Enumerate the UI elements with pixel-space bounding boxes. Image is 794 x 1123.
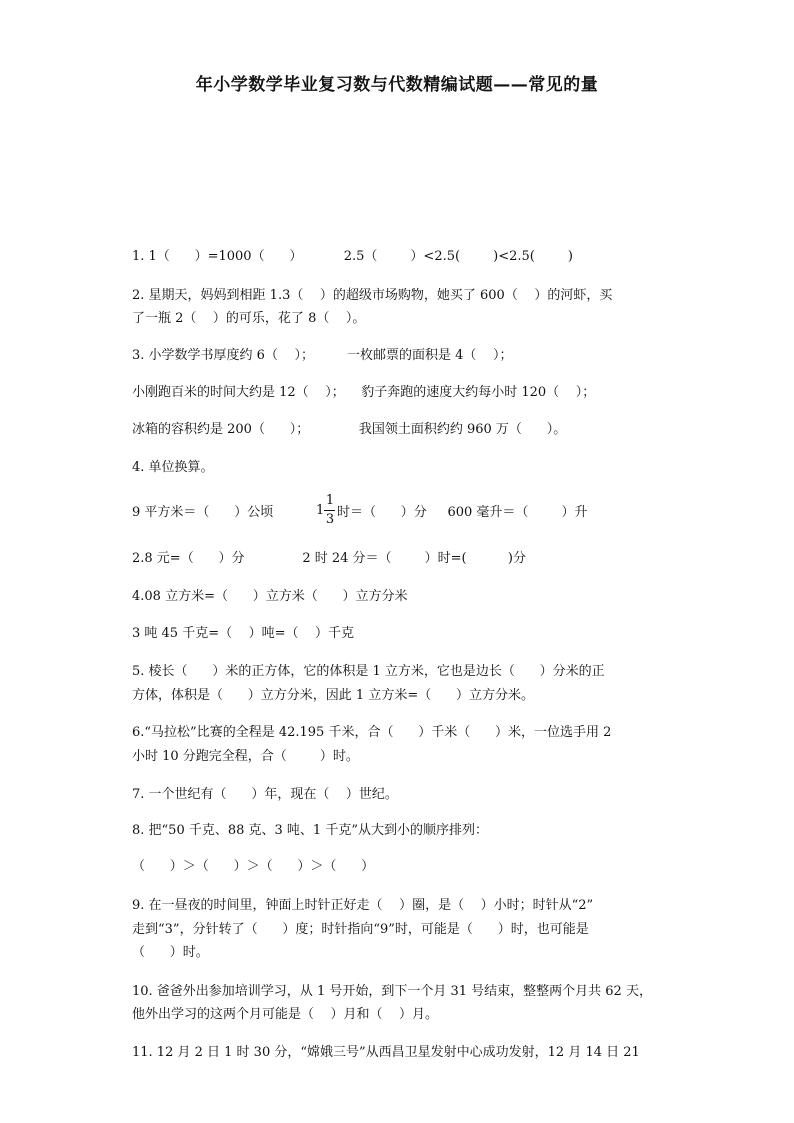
question-4-line-4: 3 吨 45 千克=（ ）吨=（ ）千克 [132, 626, 355, 641]
question-5-line-1: 5. 棱长（ ）米的正方体，它的体积是 1 立方米，它也是边长（ ）分米的正 [132, 664, 605, 679]
question-3-line-2: 小刚跑百米的时间大约是 12（ ）； 豹子奔跑的速度大约每小时 120（ ）； [132, 385, 596, 400]
question-9-line-3: （ ）时。 [132, 945, 209, 960]
question-10-line-1: 10. 爸爸外出参加培训学习，从 1 号开始，到下一个月 31 号结束，整整两个月共 62 天， [132, 984, 652, 999]
question-9-line-1: 9. 在一昼夜的时间里，钟面上时针正好走（ ）圈，是（ ）小时；时针从“2” [132, 898, 594, 913]
fraction-bar [324, 510, 335, 511]
question-5-line-2: 方体，体积是（ ）立方分米，因此 1 立方米=（ ）立方分米。 [132, 688, 535, 703]
question-9-line-2: 走到“3”，分针转了（ ）度；时针指向“9”时，可能是（ ）时，也可能是 [132, 922, 589, 937]
question-4-line-1a: 9 平方米＝（ ）公顷 [132, 505, 274, 520]
mixed-fraction-denominator: 3 [325, 512, 335, 527]
mixed-fraction-whole: 1 [316, 503, 325, 518]
question-11-line-1: 11. 12 月 2 日 1 时 30 分，“嫦娥三号”从西昌卫星发射中心成功发射，12 月 14 日 21 [132, 1045, 640, 1060]
question-6-line-2: 小时 10 分跑完全程，合（ ）时。 [132, 749, 359, 764]
question-3-line-1: 3. 小学数学书厚度约 6（ ）； 一枚邮票的面积是 4（ ）； [132, 348, 513, 363]
question-10-line-2: 他外出学习的这两个月可能是（ ）月和（ ）月。 [132, 1007, 439, 1022]
question-6-line-1: 6.“马拉松”比赛的全程是 42.195 千米，合（ ）千米（ ）米，一位选手用 2 [132, 725, 612, 740]
question-4-line-1b: 时＝（ ）分 600 毫升＝（ ）升 [337, 505, 588, 520]
question-2-line-1: 2. 星期天，妈妈到相距 1.3（ ）的超级市场购物，她买了 600（ ）的河虾，买 [132, 288, 613, 303]
question-4-line-3: 4.08 立方米=（ ）立方米（ ）立方分米 [132, 589, 408, 604]
question-4-line-2: 2.8 元=（ ）分 2 时 24 分＝（ ）时=( )分 [132, 551, 526, 566]
page-title: 年小学数学毕业复习数与代数精编试题——常见的量 [195, 75, 599, 95]
question-8-line-1: 8. 把“50 千克、88 克、3 吨、1 千克”从大到小的顺序排列： [132, 823, 488, 838]
question-4-heading: 4. 单位换算。 [132, 460, 214, 475]
question-2-line-2: 了一瓶 2（ ）的可乐，花了 8（ ）。 [132, 311, 366, 326]
question-3-line-3: 冰箱的容积约是 200（ ）； 我国领土面积约约 960 万（ ）。 [132, 422, 567, 437]
question-8-line-2: （ ）＞（ ）＞（ ）＞（ ） [132, 859, 375, 874]
question-1: 1. 1（ ）=1000（ ） 2.5（ ）<2.5( )<2.5( ) [132, 249, 573, 264]
question-7: 7. 一个世纪有（ ）年，现在（ ）世纪。 [132, 787, 398, 802]
mixed-fraction-numerator: 1 [325, 493, 335, 508]
